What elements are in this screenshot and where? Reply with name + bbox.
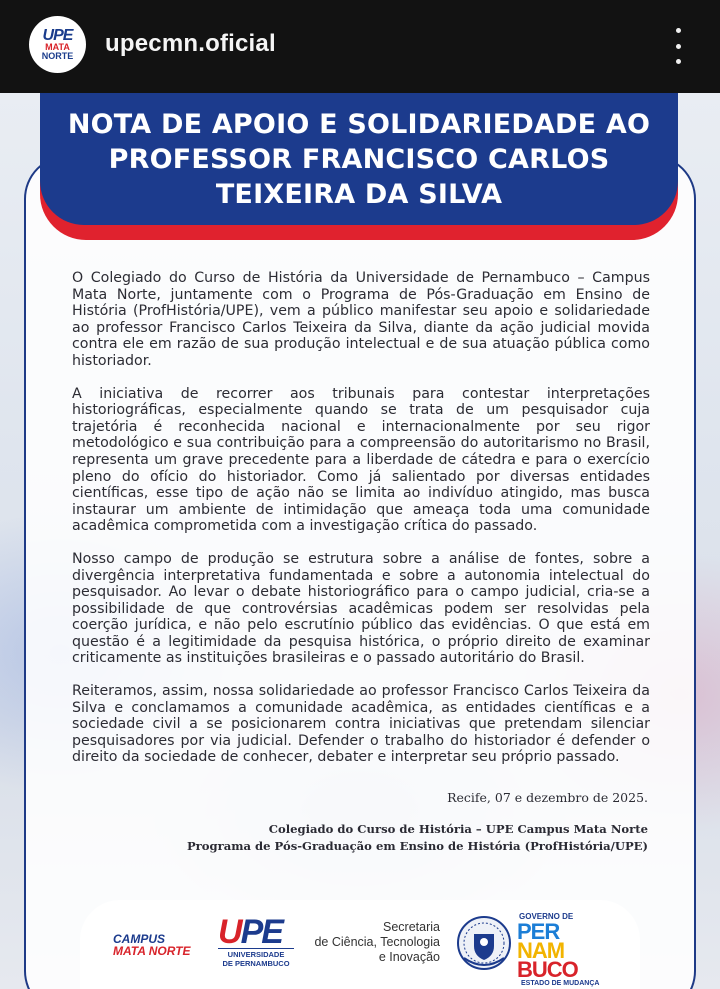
post-image: [0, 93, 720, 989]
signature-line: Colegiado do Curso de História – UPE Campus Mata Norte: [268, 822, 648, 836]
paragraph: Reiteramos, assim, nossa solidariedade ao professor Francisco Carlos Teixeira da Silva e conclamamos a comunidade acadêmica, as entidades científicas e a sociedade civil a se posicionarem contra iniciativas que pretendam silenciar pesquisadores por via judicial. Defender o trabalho do historiador é defender o direito da sociedade de conhecer, debater e interpretar seu próprio passado.: [72, 683, 650, 766]
page-title: NOTA DE APOIO E SOLIDARIEDADE AO PROFESSOR FRANCISCO CARLOS TEIXEIRA DA SILVA: [67, 108, 651, 210]
secretaria-text: Secretaria de Ciência, Tecnologia e Inovação: [314, 920, 440, 964]
username[interactable]: upecmn.oficial: [105, 30, 276, 57]
post-header: [0, 0, 720, 93]
note-date: Recife, 07 e dezembro de 2025.: [447, 790, 648, 805]
pernambuco-seal-icon: [455, 912, 513, 974]
governo-pernambuco-logo: GOVERNO DE PER NAM BUCO ESTADO DE MUDANÇA: [517, 912, 600, 987]
avatar[interactable]: [29, 16, 86, 73]
paragraph: Nosso campo de produção se estrutura sobre a análise de fontes, sobre a divergência interpretativa fundamentada e sobre a autonomia intelectual do pesquisador. Ao levar o debate historiográfico para o campo judicial, cria-se a possibilidade de que controvérsias acadêmicas podem ser resolvidas pela coerção jurídica, e não pelo escrutínio público das evidências. O que está em questão é a legitimidade da pesquisa histórica, o próprio direito de examinar criticamente as instituições brasileiras e o passado autoritário do Brasil.: [72, 550, 650, 667]
upe-logo: UPE UNIVERSIDADE DE PERNAMBUCO: [218, 916, 294, 968]
signature-line: Programa de Pós-Graduação em Ensino de História (ProfHistória/UPE): [186, 839, 648, 853]
logos-footer: [80, 900, 640, 989]
avatar-logo-mark: UPE: [42, 26, 73, 44]
signature: [160, 821, 648, 855]
title-banner: [40, 93, 678, 225]
campus-mata-norte-logo: CAMPUS MATA NORTE: [113, 932, 191, 958]
note-body: [72, 270, 650, 782]
avatar-logo-text: MATA NORTE: [41, 41, 74, 61]
more-vertical-icon[interactable]: [670, 28, 686, 64]
paragraph: A iniciativa de recorrer aos tribunais para contestar interpretações historiográficas, especialmente quando se trata de um pesquisador cuja trajetória é reconhecida nacional e internacionalmente por seu rigor metodológico e sua contribuição para a compreensão do autoritarismo no Brasil, representa um grave precedente para a liberdade de cátedra e para o exercício pleno do ofício do historiador. Como já salientado por diversas entidades científicas, esse tipo de ação não se limita ao indivíduo atingido, mas busca instaurar um ambiente de intimidação que ameaça toda uma comunidade acadêmica comprometida com a investigação crítica do passado.: [72, 385, 650, 535]
paragraph: O Colegiado do Curso de História da Universidade de Pernambuco – Campus Mata Norte, juntamente com o Programa de Pós-Graduação em Ensino de História (ProfHistória/UPE), vem a público manifestar seu apoio e solidariedade ao professor Francisco Carlos Teixeira da Silva, diante da ação judicial movida contra ele em razão de sua produção intelectual e de sua atuação pública como historiador.: [72, 270, 650, 369]
